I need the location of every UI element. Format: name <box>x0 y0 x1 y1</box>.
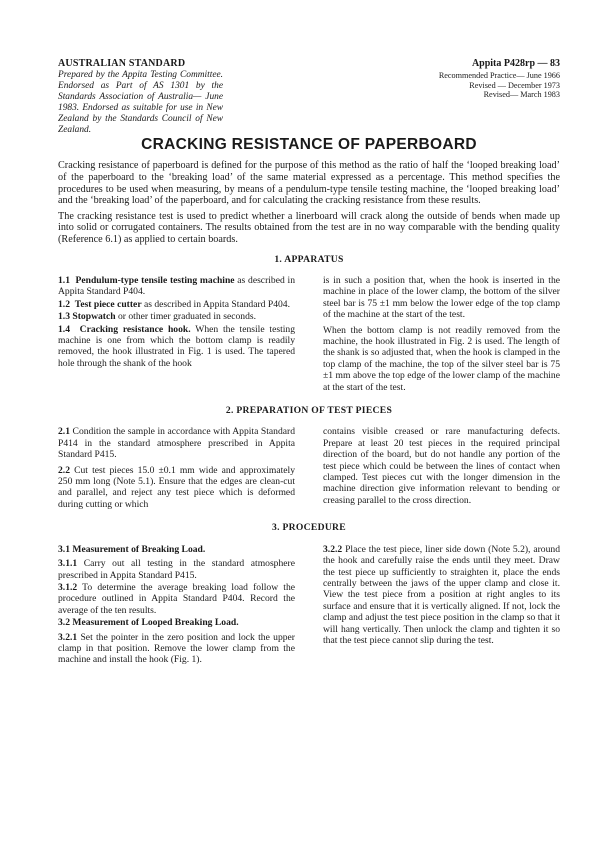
apparatus-columns <box>58 275 560 397</box>
standard-block <box>58 58 223 136</box>
clause <box>58 324 295 370</box>
intro-paragraph: Cracking resistance of paperboard is defined for the purpose of this method as the ratio of half the ‘looped breaking load’ of the paperboard to the ‘breaking load’ of the same material expressed as a percentage. This method specifies the procedures to be used when measuring, by means of a pendulum-type tensile testing machine, the ‘looped breaking load’ and the ‘breaking load’ of the paperboard, and for calculating the cracking resistance from these results. <box>58 160 560 207</box>
clause-number: 1.2 <box>58 298 70 310</box>
clause-number: 2.1 <box>58 426 70 438</box>
right-column <box>323 544 560 670</box>
clause-number: 2.2 <box>58 464 70 476</box>
clause-number: 1.3 <box>58 311 70 323</box>
page-header <box>58 58 560 136</box>
clause <box>323 544 560 647</box>
clause-text: Place the test piece, liner side down (Note 5.2), around the hook and carefully raise the ends until they meet. Draw the test piece up sufficiently to straighten it, place the ends centrally between the jaws of the upper clamp and close it. View the test piece from a position at right angles to its surface and ensure that it is vertically aligned. If not, lock the clamp and adjust the test piece position in the clamp so that it will hang vertically. Then unlock the clamp and tighten it so that the test piece cannot slip during the test. <box>323 543 560 646</box>
clause-text: Cut test pieces 15.0 ±0.1 mm wide and approximately 250 mm long (Note 5.1). Ensure that the edges are clean-cut and parallel, and reject any test piece which is deformed during cutting or which <box>58 464 295 510</box>
clause-title: Pendulum-type tensile testing machine <box>75 274 235 286</box>
history-line: Revised — December 1973 <box>469 80 560 90</box>
clause-title: Cracking resistance hook. <box>79 323 191 335</box>
clause <box>58 426 295 460</box>
left-column <box>58 275 295 397</box>
clause-title: Test piece cutter <box>74 298 142 310</box>
right-column <box>323 275 560 397</box>
paragraph: is in such a position that, when the hook is inserted in the machine in place of the lower clamp, the bottom of the silver steel bar is 75 ±1 mm below the lower edge of the top clamp of the machine at the start of the test. <box>323 274 560 321</box>
clause-number: 3.1.2 <box>58 581 78 593</box>
standard-id: Appita P428rp — 83 <box>471 58 560 69</box>
subsection-heading: 3.1 Measurement of Breaking Load. <box>58 543 206 555</box>
section-heading-preparation: 2. PREPARATION OF TEST PIECES <box>225 405 393 417</box>
clause <box>58 582 295 616</box>
standard-note: Prepared by the Appita Testing Committee. Endorsed as Part of AS 1301 by the Standards Association of Australia— June 1983. Endorsed as suitable for use in New Zealand by the Standards Council of New Zealand. <box>58 70 223 135</box>
preparation-columns <box>58 426 560 514</box>
clause <box>58 299 295 310</box>
clause <box>58 311 295 322</box>
history-line: Revised— March 1983 <box>483 90 560 100</box>
clause-number: 1.1 <box>58 274 70 286</box>
clause-text: Carry out all testing in the standard atmosphere prescribed in Appita Standard P415. <box>58 558 295 581</box>
clause-text: Condition the sample in accordance with Appita Standard P414 in the standard atmosphere prescribed in Appita Standard P415. <box>58 426 295 461</box>
intro-paragraph: The cracking resistance test is used to predict whether a linerboard will crack along the outside of bends when made up into solid or corrugated containers. The results obtained from the test are in no way comparable with the bending quality (Reference 6.1) as applied to certain boards. <box>58 210 560 245</box>
procedure-columns <box>58 544 560 670</box>
paragraph: When the bottom clamp is not readily removed from the machine, the hook illustrated in Fig. 2 is used. The length of the shank is so adjusted that, when the hook is clamped in the top clamp of the machine, the top of the silver steel bar is 75 ±1 mm above the top edge of the lower clamp of the machine at the start of the test. <box>323 324 560 393</box>
section-heading-procedure: 3. PROCEDURE <box>272 522 346 534</box>
standard-label: AUSTRALIAN STANDARD <box>58 58 186 69</box>
clause-text: When the tensile testing machine is one from which the bottom clamp is readily removed, the hook illustrated in Fig. 1 is used. The tapered hole through the shank of the hook <box>58 323 295 369</box>
introduction <box>58 160 560 245</box>
clause-text: as described in Appita Standard P404. <box>141 298 290 310</box>
left-column <box>58 426 295 514</box>
clause-number: 3.2.1 <box>58 631 78 643</box>
subsection-heading: 3.2 Measurement of Looped Breaking Load. <box>58 617 239 629</box>
clause <box>58 632 295 666</box>
clause-text: or other timer graduated in seconds. <box>115 311 256 323</box>
left-column <box>58 544 295 670</box>
paragraph: contains visible creased or rare manufacturing defects. Prepare at least 20 test pieces in the required principal direction of the board, but do not handle any portion of the test piece which could be between the lines of contact when clamped. Test pieces cut with the longer dimension in the machine direction give information relevant to bending or creasing parallel to the cross direction. <box>323 426 560 506</box>
revision-block <box>439 58 560 100</box>
history-line: Recommended Practice— June 1966 <box>438 71 560 80</box>
clause-number: 3.1.1 <box>58 558 78 570</box>
clause-number: 3.2.2 <box>323 543 343 555</box>
clause-title: Stopwatch <box>72 311 116 323</box>
clause-text: as described in Appita Standard P404. <box>58 274 295 298</box>
clause <box>58 275 295 298</box>
clause-number: 1.4 <box>58 323 70 335</box>
clause <box>58 558 295 581</box>
document-title: CRACKING RESISTANCE OF PAPERBOARD <box>141 136 477 153</box>
clause-text: Set the pointer in the zero position and lock the upper clamp in that position. Remove the lower clamp from the machine and install the hook (Fig. 1). <box>58 631 295 666</box>
right-column <box>323 426 560 514</box>
section-heading-apparatus: 1. APPARATUS <box>274 253 344 265</box>
clause <box>58 465 295 511</box>
clause-text: To determine the average breaking load follow the procedure outlined in Appita Standard P404. Record the average of the ten results. <box>58 581 295 616</box>
